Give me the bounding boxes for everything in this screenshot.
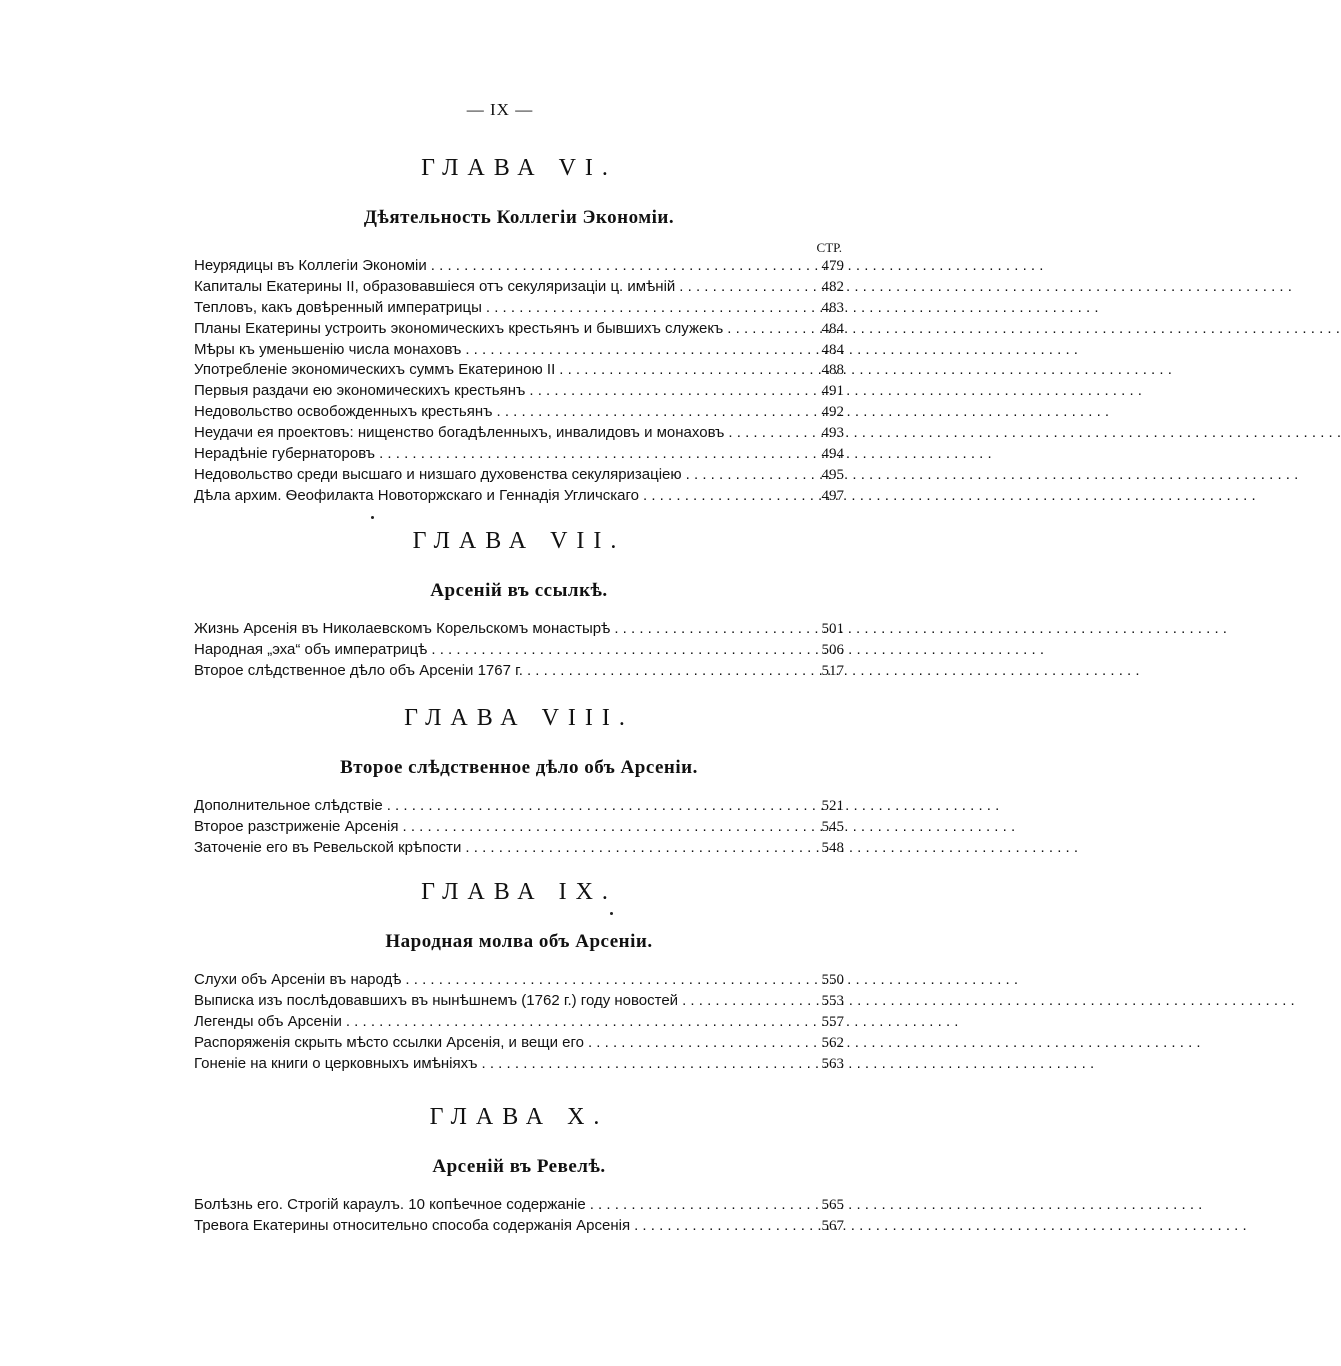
toc-entries bbox=[194, 1195, 844, 1237]
dot-leader bbox=[555, 360, 804, 381]
toc-entry-text: Неудачи ея проектовъ: нищенство богадѣленныхъ, инвалидовъ и монаховъ bbox=[194, 424, 725, 442]
toc-entry-text: Второе разстриженіе Арсенія bbox=[194, 817, 399, 835]
dot-leader bbox=[461, 838, 804, 859]
toc-entry-page: 550 bbox=[821, 972, 844, 988]
dot-leader bbox=[639, 486, 804, 507]
toc-entries bbox=[194, 796, 844, 859]
dot-leader bbox=[523, 661, 804, 682]
chapter-10 bbox=[194, 1101, 844, 1237]
print-speck bbox=[371, 516, 374, 519]
toc-entry bbox=[194, 381, 844, 402]
dot-leader bbox=[584, 1033, 804, 1054]
toc-entry bbox=[194, 1054, 844, 1075]
toc-entry-page: 563 bbox=[821, 1055, 844, 1072]
print-speck bbox=[610, 912, 613, 915]
toc-entry-page: 567 bbox=[821, 1217, 844, 1234]
dot-leader bbox=[461, 340, 804, 361]
toc-entry-text: Капиталы Екатерины II, образовавшіеся отъ секуляризаціи ц. имѣній bbox=[194, 277, 676, 295]
toc-entry-text: Недовольство освобожденныхъ крестьянъ bbox=[194, 403, 493, 421]
toc-entry-page: 545 bbox=[821, 818, 844, 835]
toc-entry-page: 494 bbox=[821, 446, 844, 463]
toc-entry bbox=[194, 619, 844, 640]
page-column-label: СТР. bbox=[816, 240, 842, 255]
toc-entry-text: Выписка изъ послѣдовавшихъ въ нынѣшнемъ (1762 г.) году новостей bbox=[194, 991, 679, 1009]
dot-leader bbox=[427, 256, 804, 277]
toc-entry bbox=[194, 277, 844, 298]
chapter-6 bbox=[194, 152, 844, 507]
dot-leader bbox=[383, 796, 804, 817]
dot-leader bbox=[586, 1195, 804, 1216]
chapter-8 bbox=[194, 702, 844, 859]
toc-entries bbox=[194, 256, 844, 507]
toc-entry bbox=[194, 486, 844, 507]
toc-entry-text: Планы Екатерины устроить экономическихъ крестьянъ и бывшихъ служекъ bbox=[194, 319, 724, 337]
toc-entry-page: 497 bbox=[821, 487, 844, 504]
toc-entry-page: 479 bbox=[821, 258, 844, 274]
toc-entry-text: Дѣла архим. Ѳеофилакта Новоторжскаго и Геннадія Угличскаго bbox=[194, 486, 640, 504]
toc-entries bbox=[194, 970, 844, 1074]
toc-entry bbox=[194, 319, 844, 340]
toc-entry bbox=[194, 1033, 844, 1054]
toc-entry-text: Первыя раздачи ею экономическихъ крестьянъ bbox=[194, 382, 526, 400]
toc-entry-text: Распоряженія скрыть мѣсто ссылки Арсенія, и вещи его bbox=[194, 1033, 584, 1051]
chapter-title: Арсеній въ ссылкѣ. bbox=[430, 580, 608, 601]
toc-entry bbox=[194, 661, 844, 682]
toc-entry-page: 517 bbox=[821, 662, 844, 679]
toc-entry bbox=[194, 360, 844, 381]
toc-entry-page: 565 bbox=[821, 1197, 844, 1213]
dot-leader bbox=[682, 465, 804, 486]
toc-entry-page: 484 bbox=[821, 341, 844, 358]
toc-entry-page: 482 bbox=[821, 278, 844, 295]
dot-leader bbox=[399, 817, 805, 838]
dot-leader bbox=[525, 381, 804, 402]
toc-entry-text: Неурядицы въ Коллегіи Экономіи bbox=[194, 257, 427, 274]
chapter-9 bbox=[194, 876, 844, 1074]
toc-entries bbox=[194, 619, 844, 682]
toc-entry-page: 553 bbox=[821, 992, 844, 1009]
toc-entry bbox=[194, 298, 844, 319]
dot-leader bbox=[723, 319, 804, 340]
dot-leader bbox=[724, 423, 804, 444]
toc-entry-text: Мѣры къ уменьшенію числа монаховъ bbox=[194, 340, 462, 358]
toc-entry-text: Тепловъ, какъ довѣренный императрицы bbox=[194, 298, 482, 316]
toc-entry-page: 488 bbox=[821, 362, 844, 379]
page-number: — IX — bbox=[466, 100, 534, 119]
toc-entry bbox=[194, 465, 844, 486]
dot-leader bbox=[492, 402, 804, 423]
toc-entry-page: 521 bbox=[821, 798, 844, 814]
toc-entry bbox=[194, 402, 844, 423]
toc-entry-page: 557 bbox=[821, 1013, 844, 1030]
toc-entry-page: 548 bbox=[821, 839, 844, 856]
dot-leader bbox=[610, 619, 804, 640]
chapter-heading: ГЛАВА IX. bbox=[421, 879, 617, 905]
toc-entry bbox=[194, 1195, 844, 1216]
dot-leader bbox=[678, 991, 804, 1012]
dot-leader bbox=[401, 970, 804, 991]
toc-entry bbox=[194, 838, 844, 859]
toc-entry bbox=[194, 1012, 844, 1033]
chapter-heading: ГЛАВА VIII. bbox=[404, 705, 634, 731]
dot-leader bbox=[675, 277, 804, 298]
toc-entry bbox=[194, 640, 844, 661]
chapter-7 bbox=[194, 525, 844, 682]
toc-entry-text: Тревога Екатерины относительно способа содержанія Арсенія bbox=[194, 1216, 631, 1234]
dot-leader bbox=[427, 640, 804, 661]
chapter-title: Народная молва объ Арсеніи. bbox=[385, 931, 653, 952]
dot-leader bbox=[375, 444, 804, 465]
toc-entry-text: Нерадѣніе губернаторовъ bbox=[194, 445, 376, 463]
toc-entry-text: Употребленіе экономическихъ суммъ Екатериною II bbox=[194, 361, 556, 379]
toc-entry-text: Второе слѣдственное дѣло объ Арсеніи 1767 г. bbox=[194, 661, 523, 679]
toc-entry-text: Слухи объ Арсеніи въ народѣ bbox=[194, 971, 402, 988]
chapter-title: Дѣятельность Коллегіи Экономіи. bbox=[363, 207, 675, 228]
toc-entry-page: 501 bbox=[821, 621, 844, 637]
toc-entry bbox=[194, 256, 844, 277]
toc-entry-text: Дополнительное слѣдствіе bbox=[194, 797, 383, 814]
toc-entry bbox=[194, 796, 844, 817]
dot-leader bbox=[482, 298, 804, 319]
chapter-heading: ГЛАВА VI. bbox=[421, 155, 617, 181]
toc-entry-text: Болѣзнь его. Строгій караулъ. 10 копѣечное содержаніе bbox=[194, 1196, 586, 1213]
toc-entry bbox=[194, 1216, 844, 1237]
toc-entry-page: 506 bbox=[821, 641, 844, 658]
toc-entry-page: 495 bbox=[821, 466, 844, 483]
toc-entry-page: 484 bbox=[821, 320, 844, 337]
toc-entry-page: 491 bbox=[821, 383, 844, 400]
toc-entry-text: Легенды объ Арсеніи bbox=[194, 1012, 342, 1030]
toc-entry bbox=[194, 991, 844, 1012]
toc-entry-text: Недовольство среди высшаго и низшаго духовенства секуляризаціею bbox=[194, 465, 682, 483]
chapter-heading: ГЛАВА VII. bbox=[412, 528, 626, 554]
toc-entry-page: 492 bbox=[821, 404, 844, 421]
toc-entry-text: Гоненіе на книги о церковныхъ имѣніяхъ bbox=[194, 1054, 478, 1072]
toc-entry bbox=[194, 970, 844, 991]
toc-entry bbox=[194, 340, 844, 361]
chapter-heading: ГЛАВА X. bbox=[429, 1104, 609, 1130]
dot-leader bbox=[630, 1216, 804, 1237]
toc-entry-text: Жизнь Арсенія въ Николаевскомъ Корельскомъ монастырѣ bbox=[194, 620, 611, 637]
chapter-title: Арсеній въ Ревелѣ. bbox=[432, 1156, 606, 1177]
chapter-title: Второе слѣдственное дѣло объ Арсеніи. bbox=[340, 757, 698, 778]
toc-entry-text: Народная „эха“ объ императрицѣ bbox=[194, 640, 428, 658]
toc-entry-page: 493 bbox=[821, 425, 844, 442]
dot-leader bbox=[478, 1054, 804, 1075]
toc-entry-text: Заточеніе его въ Ревельской крѣпости bbox=[194, 838, 462, 856]
toc-entry-page: 483 bbox=[821, 299, 844, 316]
toc-entry-page: 562 bbox=[821, 1034, 844, 1051]
dot-leader bbox=[342, 1012, 804, 1033]
toc-entry bbox=[194, 423, 844, 444]
toc-entry bbox=[194, 817, 844, 838]
toc-entry bbox=[194, 444, 844, 465]
